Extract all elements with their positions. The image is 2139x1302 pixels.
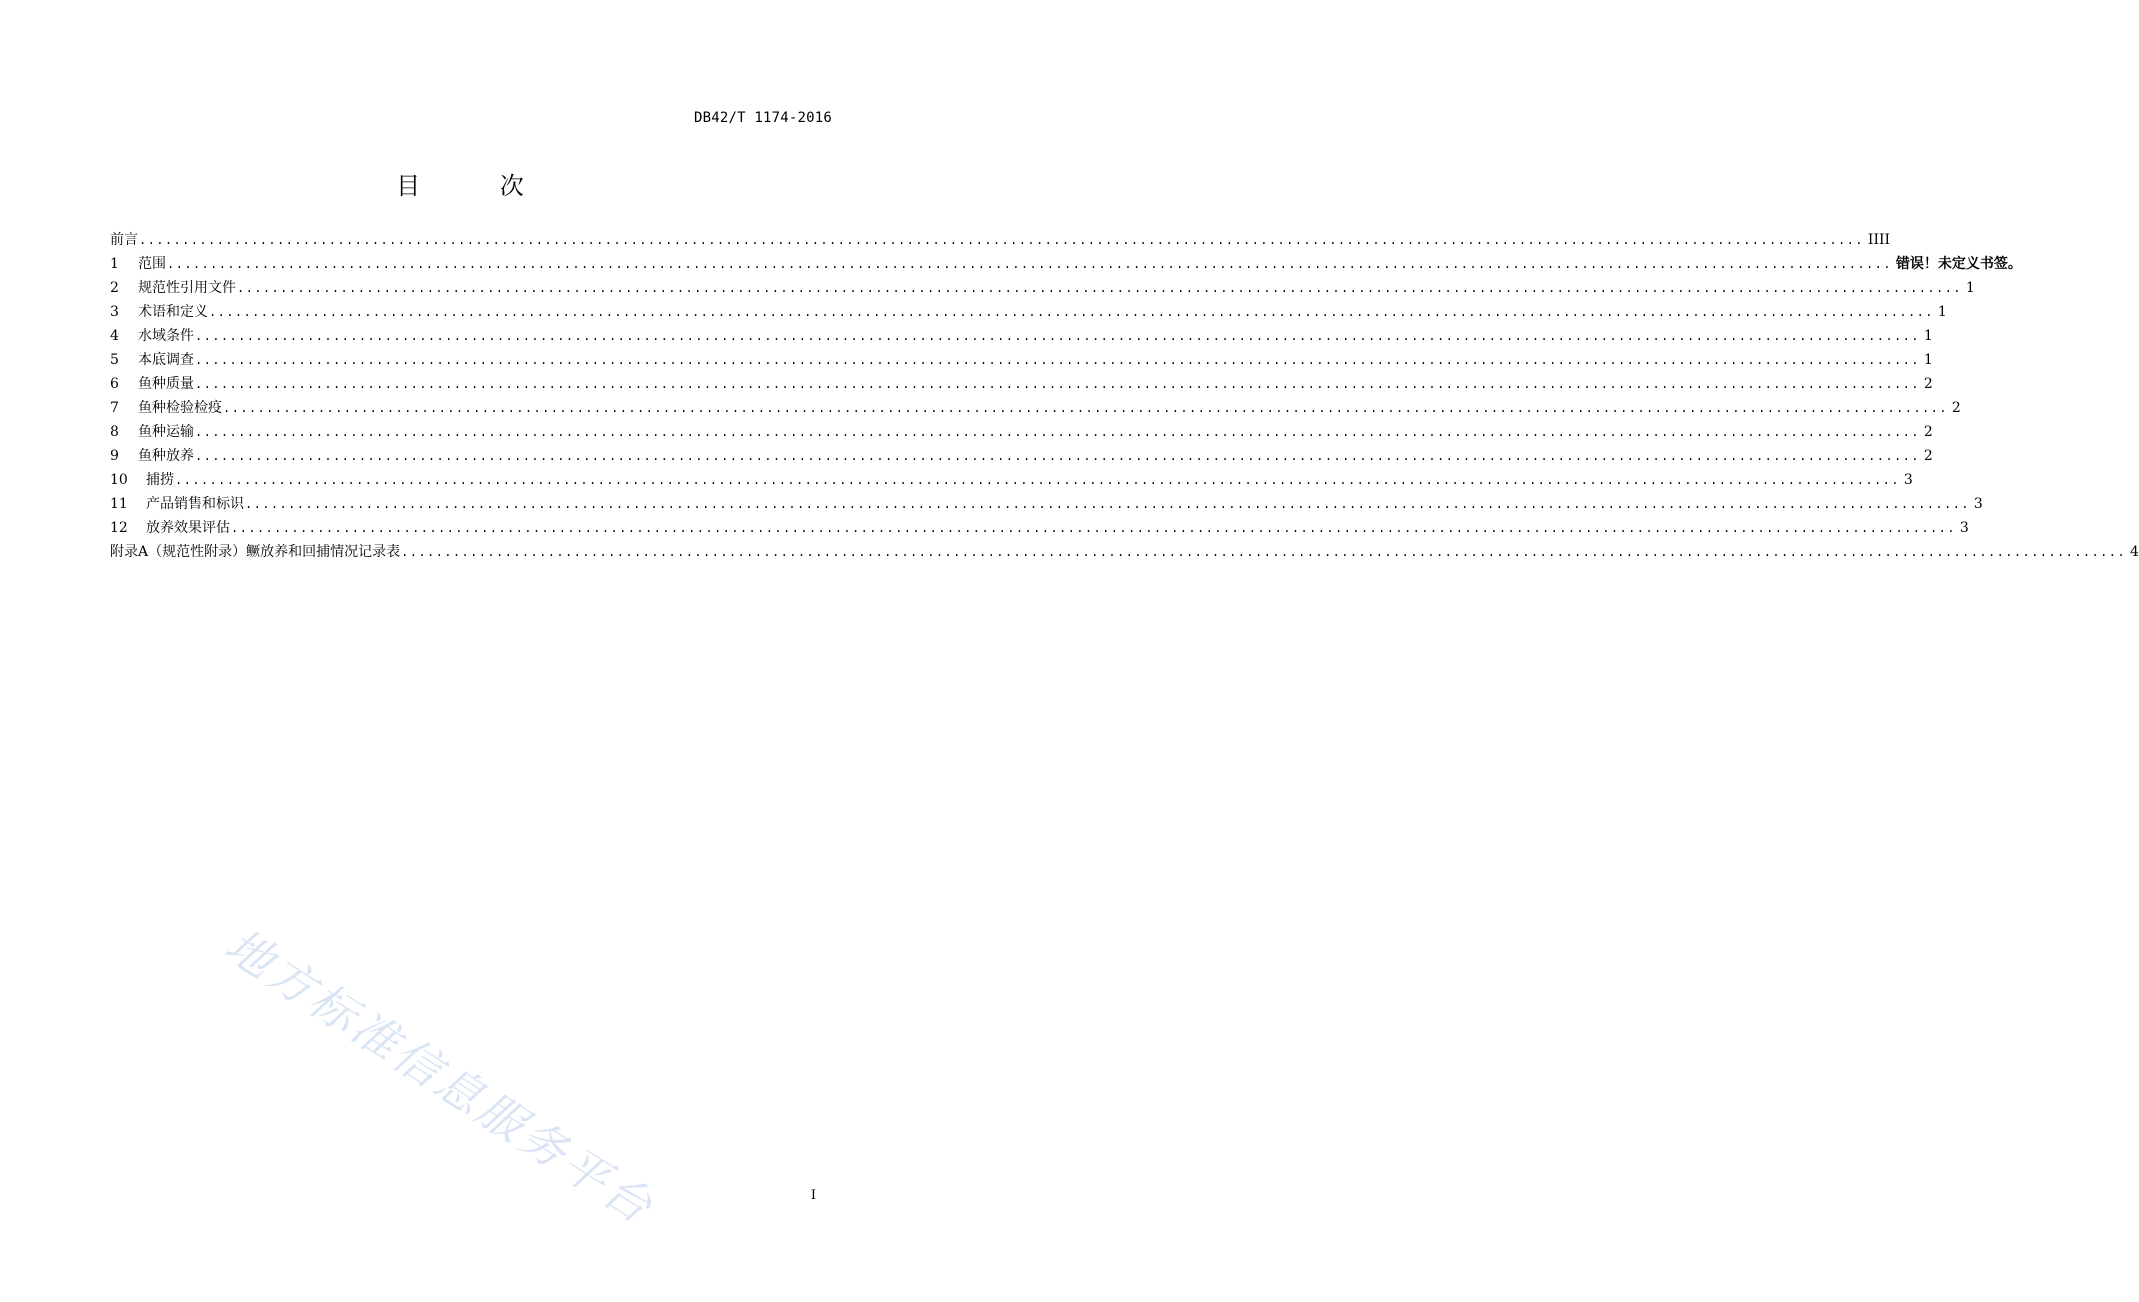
toc-entry[interactable] — [110, 300, 1947, 324]
dot-leader: ........................................................................................................................................................................................................ — [237, 281, 1962, 295]
dot-leader: ........................................................................................................................................................................................................ — [139, 233, 1864, 247]
toc-entry-number: 3 — [110, 304, 119, 320]
dot-leader: ........................................................................................................................................................................................................ — [209, 305, 1934, 319]
toc-entry-label: 水域条件 — [138, 328, 194, 344]
dot-leader: ........................................................................................................................................................................................................ — [223, 401, 1948, 415]
toc-entry-label: 鱼种放养 — [138, 448, 194, 464]
toc-entry-number: 6 — [110, 376, 119, 392]
toc-entry-page: 1 — [1923, 352, 1933, 368]
toc-entry-page: 2 — [1923, 376, 1933, 392]
toc-entry-number: 7 — [110, 400, 119, 416]
toc-entry[interactable] — [110, 444, 1933, 468]
toc-entry-number: 8 — [110, 424, 119, 440]
toc-entry-page: 3 — [1959, 520, 1969, 536]
toc-entry-label: 捕捞 — [146, 472, 174, 488]
dot-leader: ........................................................................................................................................................................................................ — [195, 449, 1920, 463]
toc-entry-label: 放养效果评估 — [146, 520, 230, 536]
toc-entry-label: 前言 — [110, 232, 138, 248]
toc-entry-number: 2 — [110, 280, 119, 296]
dot-leader: ........................................................................................................................................................................................................ — [175, 473, 1900, 487]
dot-leader: ........................................................................................................................................................................................................ — [231, 521, 1956, 535]
toc-entry-page: IIII — [1867, 232, 1891, 248]
toc-entry-label: 本底调查 — [138, 352, 194, 368]
toc-entry-label: 范围 — [138, 256, 166, 272]
toc-entry-number: 11 — [110, 496, 128, 512]
toc-entry-label: 附录A（规范性附录）鳜放养和回捕情况记录表 — [110, 544, 401, 560]
dot-leader: ........................................................................................................................................................................................................ — [167, 257, 1892, 271]
toc-entry[interactable] — [110, 372, 1933, 396]
toc-entry-number: 12 — [110, 520, 128, 536]
toc-entry-page: 2 — [1923, 424, 1933, 440]
toc-entry-page: 1 — [1937, 304, 1947, 320]
toc-entry[interactable] — [110, 468, 1913, 492]
toc-entry-number: 9 — [110, 448, 119, 464]
toc-entry-label: 鱼种运输 — [138, 424, 194, 440]
toc-entry-label: 鱼种质量 — [138, 376, 194, 392]
toc-entry[interactable] — [110, 540, 2139, 564]
watermark: 地方标准信息服务平台 — [215, 917, 665, 1236]
toc-entry-page: 错误！未定义书签。 — [1895, 256, 2022, 272]
toc-entry[interactable] — [110, 252, 2022, 276]
dot-leader: ........................................................................................................................................................................................................ — [245, 497, 1970, 511]
dot-leader: ........................................................................................................................................................................................................ — [401, 545, 2127, 559]
toc-entry-number: 1 — [110, 256, 119, 272]
toc-entry-number: 5 — [110, 352, 119, 368]
toc-entry[interactable] — [110, 516, 1969, 540]
toc-entry-number: 10 — [110, 472, 128, 488]
toc-entry-page: 4 — [2130, 544, 2139, 560]
toc-entry[interactable] — [110, 228, 1891, 252]
toc-entry-number: 4 — [110, 328, 119, 344]
toc-entry-page: 3 — [1903, 472, 1913, 488]
toc-entry[interactable] — [110, 276, 1975, 300]
toc-entry-page: 1 — [1965, 280, 1975, 296]
table-of-contents — [110, 228, 2139, 564]
toc-entry-label: 鱼种检验检疫 — [138, 400, 222, 416]
toc-entry-page: 3 — [1973, 496, 1983, 512]
toc-entry[interactable] — [110, 324, 1933, 348]
toc-title: 目 次 — [396, 172, 560, 200]
toc-entry-page: 2 — [1923, 448, 1933, 464]
toc-entry[interactable] — [110, 396, 1961, 420]
toc-entry-label: 产品销售和标识 — [146, 496, 244, 512]
page-number: I — [810, 1188, 816, 1203]
toc-entry-page: 1 — [1923, 328, 1933, 344]
dot-leader: ........................................................................................................................................................................................................ — [195, 329, 1920, 343]
dot-leader: ........................................................................................................................................................................................................ — [195, 377, 1920, 391]
toc-entry-page: 2 — [1951, 400, 1961, 416]
toc-entry-label: 规范性引用文件 — [138, 280, 236, 296]
dot-leader: ........................................................................................................................................................................................................ — [195, 353, 1920, 367]
toc-entry[interactable] — [110, 420, 1933, 444]
toc-entry[interactable] — [110, 492, 1983, 516]
toc-entry-label: 术语和定义 — [138, 304, 208, 320]
toc-entry[interactable] — [110, 348, 1933, 372]
document-code: DB42/T 1174-2016 — [693, 110, 832, 126]
dot-leader: ........................................................................................................................................................................................................ — [195, 425, 1920, 439]
